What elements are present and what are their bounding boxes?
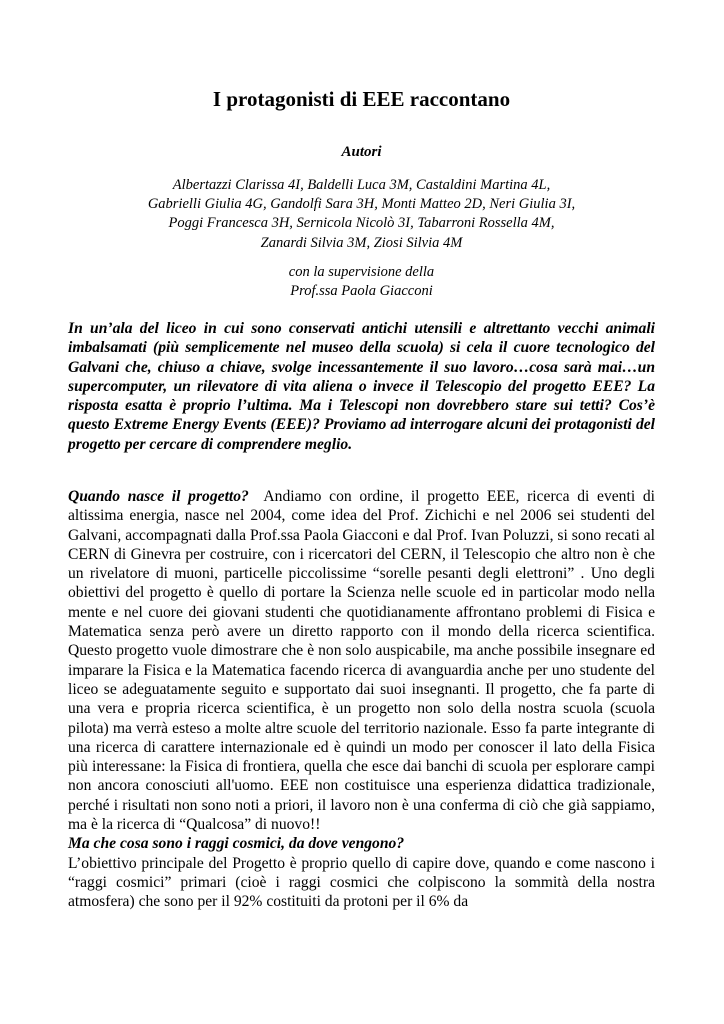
- section-when-started: [68, 487, 655, 834]
- intro-paragraph: In un’ala del liceo in cui sono conservati antichi utensili e altrettanto vecchi animali imbalsamati (più semplicemente nel museo della scuola) si cela il cuore tecnologico del Galvani che, chiuso a chiave, svolge incessantemente il suo lavoro…cosa sarà mai…un supercomputer, un rilevatore di vita aliena o invece il Telescopio del progetto EEE? La risposta esatta è proprio l’ultima. Ma i Telescopi non dovrebbero stare sui tetti? Cos’è questo Extreme Energy Events (EEE)? Proviamo ad interrogare alcuni dei protagonisti del progetto per cercare di comprendere meglio.: [68, 320, 655, 453]
- section-cosmic-rays: [68, 834, 655, 853]
- authors-line: Zanardi Silvia 3M, Ziosi Silvia 4M: [260, 234, 463, 251]
- authors-line: Poggi Francesca 3H, Sernicola Nicolò 3I, Tabarroni Rossella 4M,: [168, 215, 555, 232]
- question-heading: Quando nasce il progetto?: [68, 488, 249, 505]
- authors-line: Gabrielli Giulia 4G, Gandolfi Sara 3H, Monti Matteo 2D, Neri Giulia 3I,: [147, 196, 576, 213]
- authors-line: Albertazzi Clarissa 4I, Baldelli Luca 3M, Castaldini Martina 4L,: [172, 177, 551, 193]
- document-title: I protagonisti di EEE raccontano: [212, 87, 511, 111]
- supervision-line: con la supervisione della: [288, 264, 435, 280]
- supervision-note: [68, 263, 655, 301]
- article-body: [68, 487, 655, 912]
- answer-text: L’obiettivo principale del Progetto è proprio quello di capire dove, quando e come nascono i “raggi cosmici” primari (cioè i raggi cosmici che colpiscono la sommità della nostra atmosfera) che sono per il 92% costituiti da protoni per il 6% da: [68, 854, 655, 911]
- question-heading: Ma che cosa sono i raggi cosmici, da dove vengono?: [68, 835, 405, 853]
- supervisor-name: Prof.ssa Paola Giacconi: [290, 283, 433, 299]
- answer-text: Andiamo con ordine, il progetto EEE, ricerca di eventi di altissima energia, nasce nel 2004, come idea del Prof. Zichichi e nel 2006 sei studenti del Galvani, accompagnati dalla Prof.ssa Paola Giacconi e dal Prof. Ivan Poluzzi, si sono recati al CERN di Ginevra per costruire, con i ricercatori del CERN, il Telescopio che altro non è che un rivelatore di muoni, particelle piccolissime “sorelle pesanti degli elettroni” . Uno degli obiettivi del progetto è quello di portare la Scienza nelle scuole ed in particolar modo nella mente e nel cuore dei giovani studenti che quotidianamente affrontano problemi di Fisica e Matematica senza però avere un diretto rapporto con il mondo della ricerca scientifica. Questo progetto vuole dimostrare che è non solo auspicabile, ma anche possibile insegnare ed imparare la Fisica e la Matematica facendo ricerca di avanguardia anche per uno studente del liceo se adeguatamente seguito e supportato dai suoi insegnanti. Il progetto, che fa parte di una vera e propria ricerca scientifica, è un progetto non solo della nostra scuola (scuola pilota) ma verrà esteso a molte altre scuole del territorio nazionale. Esso fa parte integrante di una ricerca di carattere internazionale ed è quindi un modo per conoscer il lato della Fisica più interessane: la Fisica di frontiera, quella che esce dai banchi di scuola per esplorare campi non ancora conosciuti all'uomo. EEE non costituisce una esperienza didattica tradizionale, perché i risultati non sono noti a priori, il lavoro non è una conferma di ciò che già sappiamo, ma è la ricerca di “Qualcosa” di nuovo!!: [68, 488, 655, 834]
- authors-heading: Autori: [341, 144, 382, 160]
- authors-list: [68, 176, 655, 253]
